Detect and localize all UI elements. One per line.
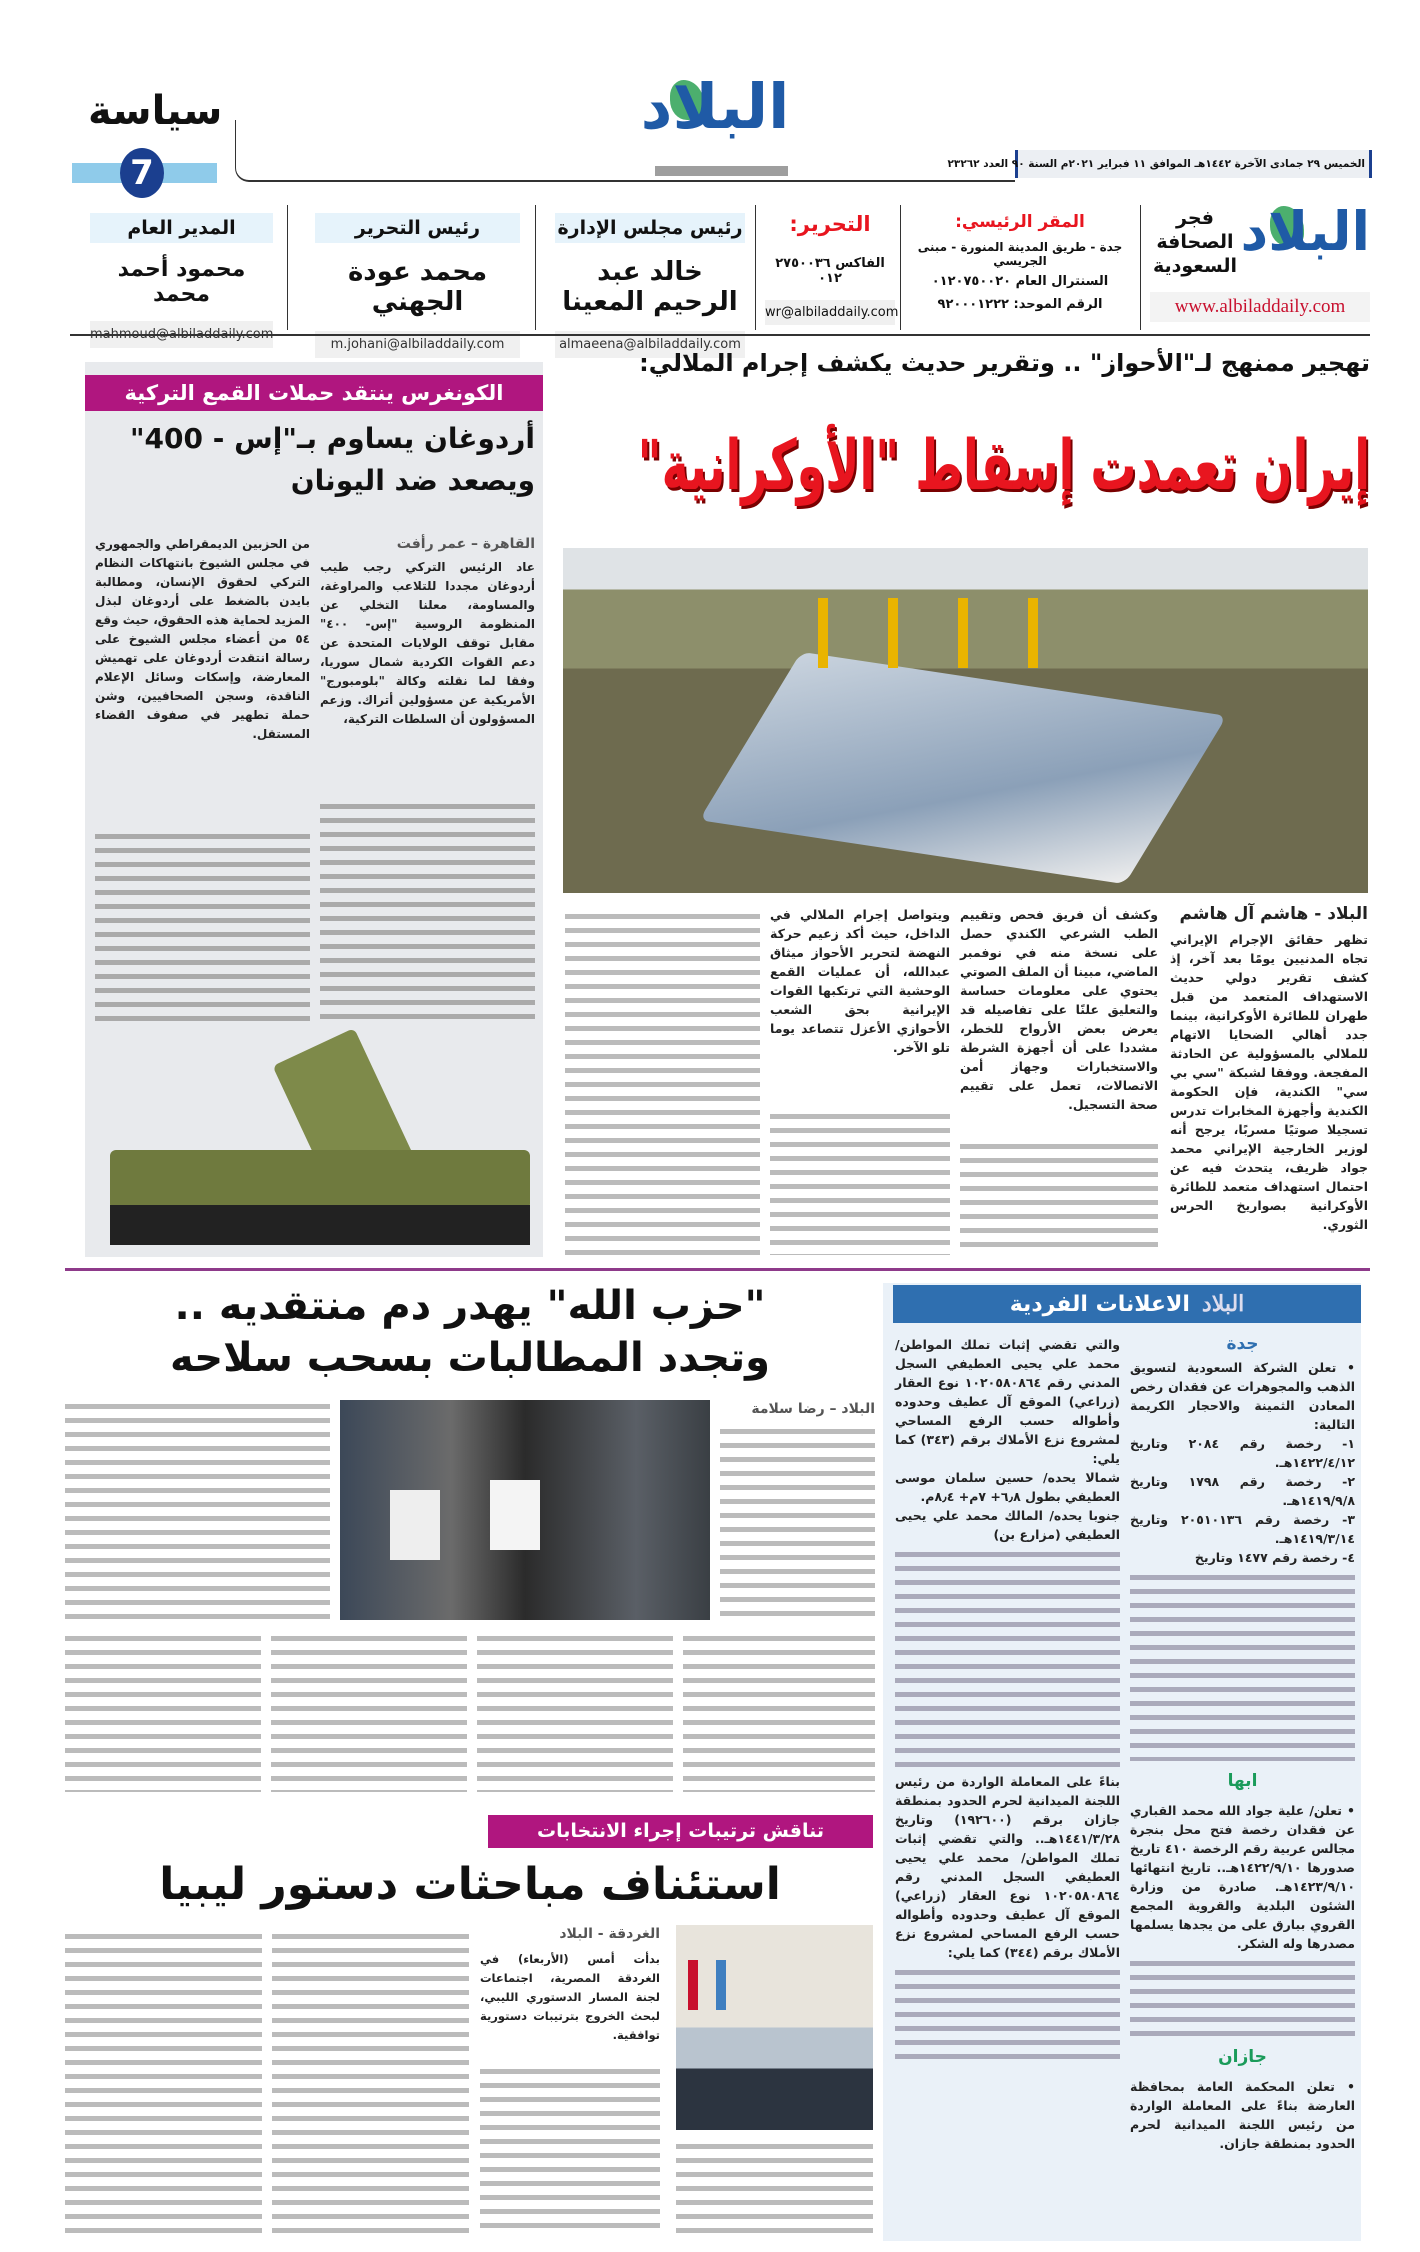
person-title: رئيس مجلس الإدارة — [555, 213, 745, 243]
ads-col-right — [1130, 1330, 1355, 2153]
turkey-col-2-cont — [95, 830, 310, 1025]
libya-col-1: بدأت أمس (الأربعاء) في الغردقة المصرية، اجتماعات لجنة المسار الدستوري الليبي، لبحث الخروج بترتيبات دستورية توافقية. — [480, 1952, 660, 2042]
person-email[interactable]: almaeena@albiladdaily.com — [555, 331, 745, 358]
ad-text-cont — [1130, 1957, 1355, 2037]
ad-item: ١- رخصة رقم ٢٠٨٤ وتاريخ ١٤٢٢/٤/١٢هـ. — [1130, 1436, 1355, 1470]
paragraph: ووفقا لشبكة "سي بي سي" الكندية، فإن الحكومة الكندية وأجهزة المخابرات تدرس تسجيلا صوتيًا مسربًا، يرجح أنه لوزير الخارجية الإيراني محمد جواد ظريف، يتحدث فيه عن احتمال استهداف متعمد للطائرة الأوكرانية بصواريخ الحرس الثوري. — [1170, 1065, 1368, 1232]
person-title: رئيس التحرير — [315, 213, 520, 243]
city-heading-abha: ابها — [1227, 1771, 1258, 1791]
person-email[interactable]: mahmoud@albiladdaily.com — [90, 321, 273, 348]
ad-item: والتي تقضي إثبات تملك المواطن/ محمد علي يحيى العطيفي السجل المدني رقم ١٠٢٠٥٨٠٨٦٤ نوع العقار (زراعي) الموقع آل عطيف وحدوده وأطواله حسب الرفع المساحي لمشروع نزع الأملاك برقم (٣٤٣) كما يلي: — [895, 1337, 1120, 1466]
ad-text-cont — [895, 1966, 1120, 2066]
ad-item: ٢- رخصة رقم ١٧٩٨ وتاريخ ١٤١٩/٩/٨هـ. — [1130, 1474, 1355, 1508]
hq-unified: الرقم الموحد: ٩٢٠٠٠١٢٢٢ — [937, 297, 1103, 312]
editorial-email[interactable]: wr@albiladdaily.com — [765, 300, 895, 325]
libya-bottom-text — [676, 2140, 873, 2235]
person-email[interactable]: m.johani@albiladdaily.com — [315, 331, 520, 358]
hezbollah-col-left — [65, 1400, 330, 1620]
iran-col-3 — [770, 905, 950, 1057]
ad-item: جنوبا يحده/ المالك محمد علي يحيى العطيفي (مزارع بن) — [895, 1508, 1120, 1542]
hezbollah-bottom-cols — [65, 1632, 875, 1792]
person-name: خالد عبد الرحيم المعينا — [562, 257, 738, 317]
paragraph: تظهر حقائق الإجرام الإيراني تجاه المدنيين يومًا بعد آخر، إذ كشف تقرير دولي حديث الاستهداف المتعمد من قبل طهران للطائرة الأوكرانية، بينما جدد أهالي الضحايا الاتهام للملالي بالمسؤولية عن الحادثة المفجعة. — [1170, 932, 1368, 1080]
ad-item: • تعلن المحكمة العامة بمحافظة العارضة بناءً على المعاملة الواردة من رئيس اللجنة الميدانية لحرم الحدود بمنطقة جازان. — [1130, 2079, 1355, 2151]
section-title: سياسة — [88, 88, 223, 134]
page-number: 7 — [120, 148, 164, 198]
masthead-logo: البلاد — [1240, 200, 1370, 263]
iran-col-1 — [1170, 930, 1368, 1234]
section-rule — [65, 1268, 1370, 1271]
divider — [287, 205, 288, 330]
person-title: المدير العام — [90, 213, 273, 243]
hezbollah-headline: "حزب الله" يهدر دم منتقديه .. وتجدد المطالبات بسحب سلاحه — [170, 1283, 770, 1381]
person-editor — [315, 213, 520, 358]
libya-headline: استئناف مباحثات دستور ليبيا — [159, 1859, 781, 1910]
ad-item: ٣- رخصة رقم ٢٠٥١٠١٣٦ وتاريخ ١٤١٩/٣/١٤هـ. — [1130, 1512, 1355, 1546]
person-gm — [90, 213, 273, 348]
editorial-label: التحرير: — [789, 212, 871, 236]
iran-kicker: تهجير ممنهج لـ"الأحواز" .. وتقرير حديث يكشف إجرام الملالي: — [639, 349, 1370, 377]
divider — [900, 205, 901, 330]
libya-kicker: تناقش ترتيبات إجراء الانتخابات — [488, 1815, 873, 1848]
slogan-line: الصحافة — [1156, 231, 1234, 253]
hezbollah-col-right — [720, 1425, 875, 1620]
hezbollah-byline: البلاد – رضا سلامة — [751, 1401, 875, 1417]
ad-item: • تعلن/ علية جواد الله محمد القباري عن فقدان رخصة فتح محل بنجرة مجالس عربية رقم الرخصة ٤١٠ تاريخ صدورها ١٤٢٢/٩/١٠هـ.. تاريخ انتهائها ١٤٢٣/٩/١٠هـ. صادرة من وزارة الشئون البلدية والقروية المجمع القروي ببارق على من يجدها يسلمها مصدرها وله الشكر. — [1130, 1803, 1355, 1951]
libya-cols-left — [65, 1930, 470, 2235]
libya-byline: الغردقة - البلاد — [559, 1926, 660, 1942]
ad-item: بناءً على المعاملة الواردة من رئيس اللجنة الميدانية لحرم الحدود بمنطقة جازان برقم (١٩٢٦٠٠) وتاريخ ١٤٤١/٣/٢٨هـ.. والتي تقضي إثبات تملك المواطن/ محمد علي يحيى العطيفي السجل المدني رقم ١٠٢٠٥٨٠٨٦٤ نوع العقار (زراعي) الموقع آل عطيف وحدوده وأطواله حسب الرفع المساحي لمشروع نزع الأملاك برقم (٣٤٤) كما يلي: — [895, 1774, 1121, 1960]
ad-text-cont — [1130, 1571, 1355, 1761]
person-name: محمود أحمد محمد — [117, 257, 246, 307]
protest-photo — [340, 1400, 710, 1620]
turkey-byline: القاهرة – عمر رأفت — [396, 536, 535, 552]
iran-headline: إيران تعمدت إسقاط "الأوكرانية" — [637, 424, 1370, 506]
hq-address: جدة - طريق المدينة المنورة - مبنى الجريسي — [917, 240, 1123, 268]
iran-col-4 — [565, 910, 760, 1255]
person-name: محمد عودة الجهني — [347, 257, 488, 317]
ad-text-cont — [895, 1548, 1120, 1768]
libya-meeting-photo — [676, 1925, 873, 2130]
iran-col-3-cont — [770, 1110, 950, 1255]
ads-title: الاعلانات الفردية — [1009, 1292, 1190, 1317]
masthead-rule — [70, 334, 1370, 336]
city-heading-jazan: جازان — [1218, 2047, 1267, 2067]
header-rule — [235, 120, 1015, 182]
slogan-line: السعودية — [1152, 255, 1238, 277]
libya-col-1-cont — [480, 2065, 660, 2235]
turkey-headline: أردوغان يساوم بـ"إس - 400" ويصعد ضد اليونان — [129, 422, 535, 497]
missile-launcher-image — [90, 1040, 540, 1255]
ads-col-left — [895, 1335, 1120, 2066]
website-link[interactable]: www.albiladdaily.com — [1150, 292, 1370, 322]
paragraph: وكشف أن فريق فحص وتقييم الطب الشرعي الكندي حصل على نسخة منه في نوفمبر الماضي، مبينا أن الملف الصوتي يحتوي على معلومات حساسة والتعليق علنًا على تفاصيله قد يعرض بعض الأرواح للخطر، مشددا على أن أجهزة الشرطة والاستخبارات وجهاز أمن الاتصالات، تعمل على تقييم صحة التسجيل. — [960, 907, 1158, 1112]
divider — [755, 205, 756, 330]
date-line: الخميس ٢٩ جمادى الآخرة ١٤٤٢هـ الموافق ١١ فبراير ٢٠٢١م السنة ٩٠ العدد ٢٣٢٦٢ — [1015, 150, 1372, 178]
hq-label: المقر الرئيسي: — [955, 212, 1085, 232]
turkey-col-1-cont — [320, 800, 535, 1025]
ad-item: شمالا يحده/ حسين سلمان موسى العطيفي بطول ٦٫٨+ ٧م+ ٨٫٤م. — [895, 1470, 1120, 1504]
hq-phone: السنترال العام ٠١٢٠٧٥٠٠٢٠ — [931, 274, 1109, 289]
top-logo: البلاد — [640, 70, 790, 143]
turkey-col-2: من الحزبين الديمقراطي والجمهوري في مجلس الشيوخ بانتهاكات النظام التركي لحقوق الإنسان، ومطالبة بايدن بالضغط على أردوغان لبذل المزيد لحماية هذه الحقوق، حيث وقع ٥٤ من أعضاء مجلس الشيوخ على رسالة انتقدت أردوغان على تهميش المعارضة، وإسكات وسائل الإعلام الناقدة، وسجن الصحافيين، وشن حملة تطهير في صفوف القضاء المستقل. — [95, 537, 310, 741]
slogan — [1145, 206, 1245, 278]
iran-byline: البلاد - هاشم آل هاشم — [1179, 904, 1368, 924]
city-heading-jeddah: جدة — [1226, 1334, 1259, 1354]
ad-item: • تعلن الشركة السعودية لتسويق الذهب والمجوهرات عن فقدان رخص المعادن الثمينة والاحجار الكريمة التالية: — [1130, 1360, 1355, 1432]
hq-info — [905, 212, 1135, 312]
paragraph: ويتواصل إجرام الملالي في الداخل، حيث أكد زعيم حركة النهضة لتحرير الأحواز ميثاق عبدالله، أن عمليات القمع الوحشية التي ترتكبها القوات الإيرانية بحق الشعب الأحوازي الأعزل تتصاعد يوما تلو الآخر. — [770, 907, 950, 1055]
person-chairman — [555, 213, 745, 358]
divider — [535, 205, 536, 330]
plane-wreck-photo — [563, 548, 1368, 893]
ad-item: ٤- رخصة رقم ١٤٧٧ وتاريخ — [1194, 1550, 1355, 1565]
turkey-col-1: عاد الرئيس التركي رجب طيب أردوغان مجددا للتلاعب والمراوغة، والمساومة، معلنا التخلي عن المنظومة الروسية "إس- ٤٠٠" مقابل توقف الولايات المتحدة عن دعم القوات الكردية شمال سوريا، وفقا لما نقلته وكالة "بلومبورج" الأمريكية عن مسؤولين أتراك. وزعم المسؤولون أن السلطات التركية، — [320, 560, 535, 726]
ads-logo: البلاد — [1201, 1291, 1245, 1317]
turkey-kicker: الكونغرس ينتقد حملات القمع التركية — [85, 375, 543, 411]
editorial-info — [765, 212, 899, 325]
ads-header — [893, 1285, 1361, 1323]
divider — [1140, 205, 1141, 330]
slogan-line: فجر — [1176, 207, 1214, 229]
fax: الفاكس ٢٧٥٠٠٣٦ ٠١٢ — [775, 256, 885, 286]
logo-underbar — [655, 166, 788, 176]
iran-col-2-cont — [960, 1140, 1158, 1255]
iran-col-2 — [960, 905, 1158, 1114]
